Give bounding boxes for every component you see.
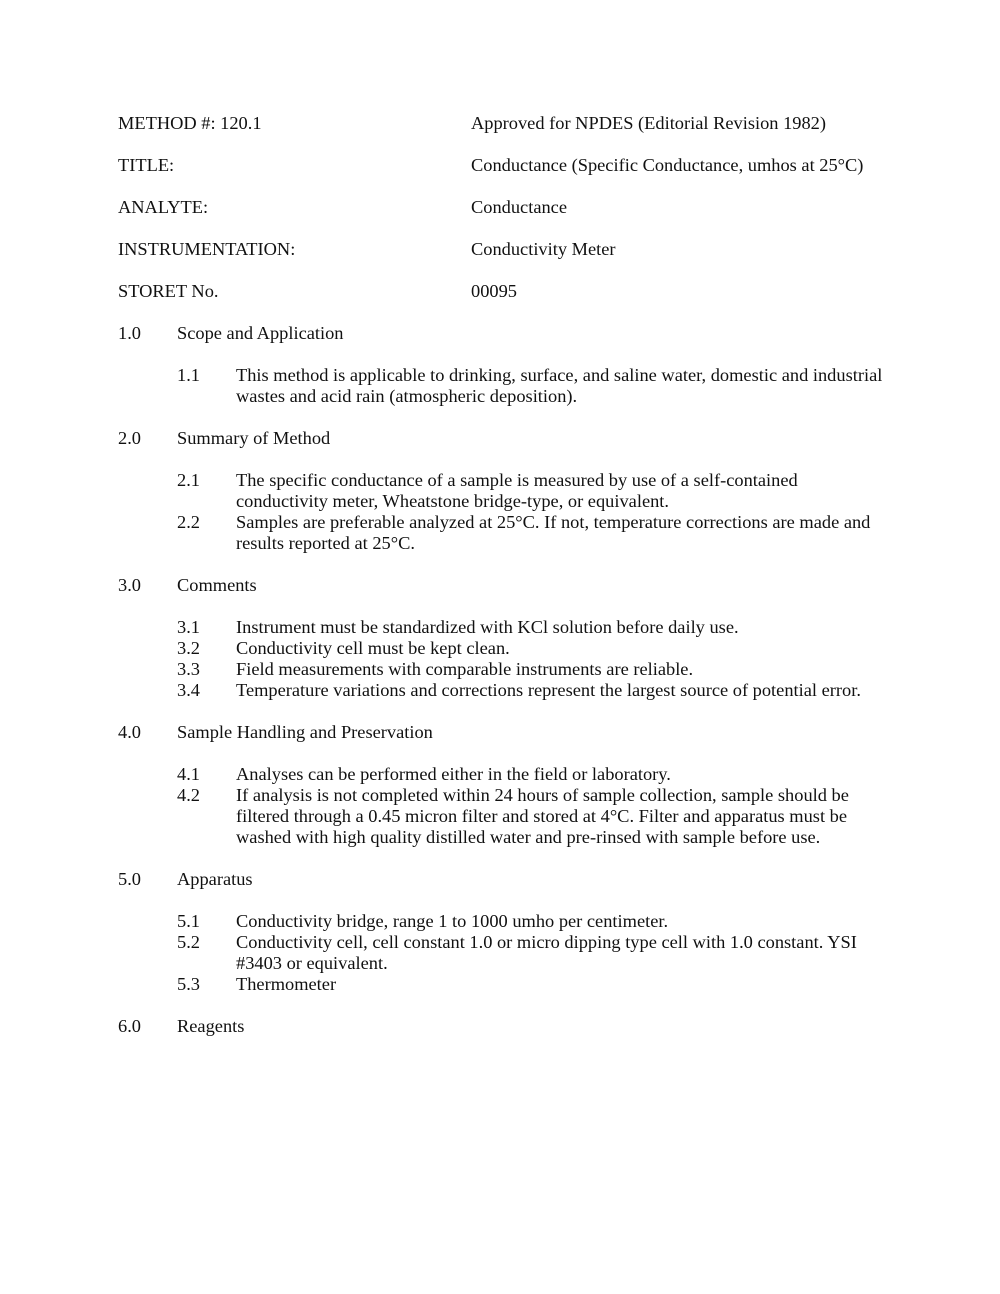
item-text: If analysis is not completed within 24 hours of sample collection, sample should be filtered through a 0.45 micron filter and stored at 4°C. Filter and apparatus must be washed with high quality distilled water and pre-rinsed with sample before use. [236,785,849,847]
method-number-label: METHOD #: 120.1 [118,113,262,133]
header-row-method [118,113,888,134]
section-apparatus [118,869,888,995]
list-item [177,659,888,680]
list-item [177,512,888,554]
section-heading [118,575,888,596]
section-reagents [118,1016,888,1037]
item-text: Analyses can be performed either in the field or laboratory. [236,764,671,784]
section-items [177,617,888,701]
item-number: 5.3 [177,974,200,994]
list-item [177,932,888,974]
item-number: 3.4 [177,680,200,700]
item-text: This method is applicable to drinking, surface, and saline water, domestic and industrial wastes and acid rain (atmospheric deposition). [236,365,883,406]
document-page [118,113,888,1058]
list-item [177,764,888,785]
section-heading [118,323,888,344]
section-number: 3.0 [118,575,141,595]
title-value: Conductance (Specific Conductance, umhos at 25°C) [471,155,864,175]
method-header [118,113,888,302]
list-item [177,785,888,848]
header-row-title [118,155,888,176]
item-number: 4.1 [177,764,200,784]
section-heading [118,869,888,890]
instrumentation-value: Conductivity Meter [471,239,616,259]
list-item [177,911,888,932]
item-text: Conductivity cell must be kept clean. [236,638,510,658]
section-title: Scope and Application [177,323,344,343]
section-title: Summary of Method [177,428,331,448]
section-number: 2.0 [118,428,141,448]
header-row-instrumentation [118,239,888,260]
section-heading [118,722,888,743]
instrumentation-label: INSTRUMENTATION: [118,239,296,259]
item-number: 1.1 [177,365,200,385]
section-title: Sample Handling and Preservation [177,722,433,742]
item-text: Field measurements with comparable instruments are reliable. [236,659,694,679]
analyte-value: Conductance [471,197,568,217]
header-row-storet [118,281,888,302]
storet-value: 00095 [471,281,517,301]
section-title: Reagents [177,1016,245,1036]
list-item [177,680,888,701]
section-comments [118,575,888,701]
list-item [177,470,888,512]
list-item [177,638,888,659]
storet-label: STORET No. [118,281,219,301]
section-items [177,470,888,554]
section-scope [118,323,888,407]
section-items [177,911,888,995]
list-item [177,617,888,638]
list-item [177,974,888,995]
method-sections [118,323,888,1037]
title-label: TITLE: [118,155,175,175]
approval-status: Approved for NPDES (Editorial Revision 1982) [471,113,826,133]
section-sample-handling [118,722,888,848]
item-text: Thermometer [236,974,337,994]
item-text: Temperature variations and corrections represent the largest source of potential error. [236,680,861,700]
section-number: 4.0 [118,722,141,742]
item-text: Instrument must be standardized with KCl solution before daily use. [236,617,739,637]
item-text: The specific conductance of a sample is measured by use of a self-contained conductivity meter, Wheatstone bridge-type, or equivalent. [236,470,798,511]
section-summary [118,428,888,554]
section-heading [118,1016,888,1037]
analyte-label: ANALYTE: [118,197,209,217]
section-number: 6.0 [118,1016,141,1036]
list-item [177,365,888,407]
item-number: 4.2 [177,785,200,805]
item-number: 3.3 [177,659,200,679]
item-number: 2.2 [177,512,200,532]
section-title: Comments [177,575,257,595]
item-number: 3.2 [177,638,200,658]
item-number: 5.2 [177,932,200,952]
item-text: Conductivity bridge, range 1 to 1000 umho per centimeter. [236,911,669,931]
header-row-analyte [118,197,888,218]
section-title: Apparatus [177,869,253,889]
section-items [177,764,888,848]
item-number: 3.1 [177,617,200,637]
item-text: Conductivity cell, cell constant 1.0 or micro dipping type cell with 1.0 constant. YSI #3403 or equivalent. [236,932,857,973]
section-items [177,365,888,407]
section-heading [118,428,888,449]
section-number: 5.0 [118,869,141,889]
item-text: Samples are preferable analyzed at 25°C. If not, temperature corrections are made and results reported at 25°C. [236,512,871,553]
section-number: 1.0 [118,323,141,343]
item-number: 2.1 [177,470,200,490]
item-number: 5.1 [177,911,200,931]
